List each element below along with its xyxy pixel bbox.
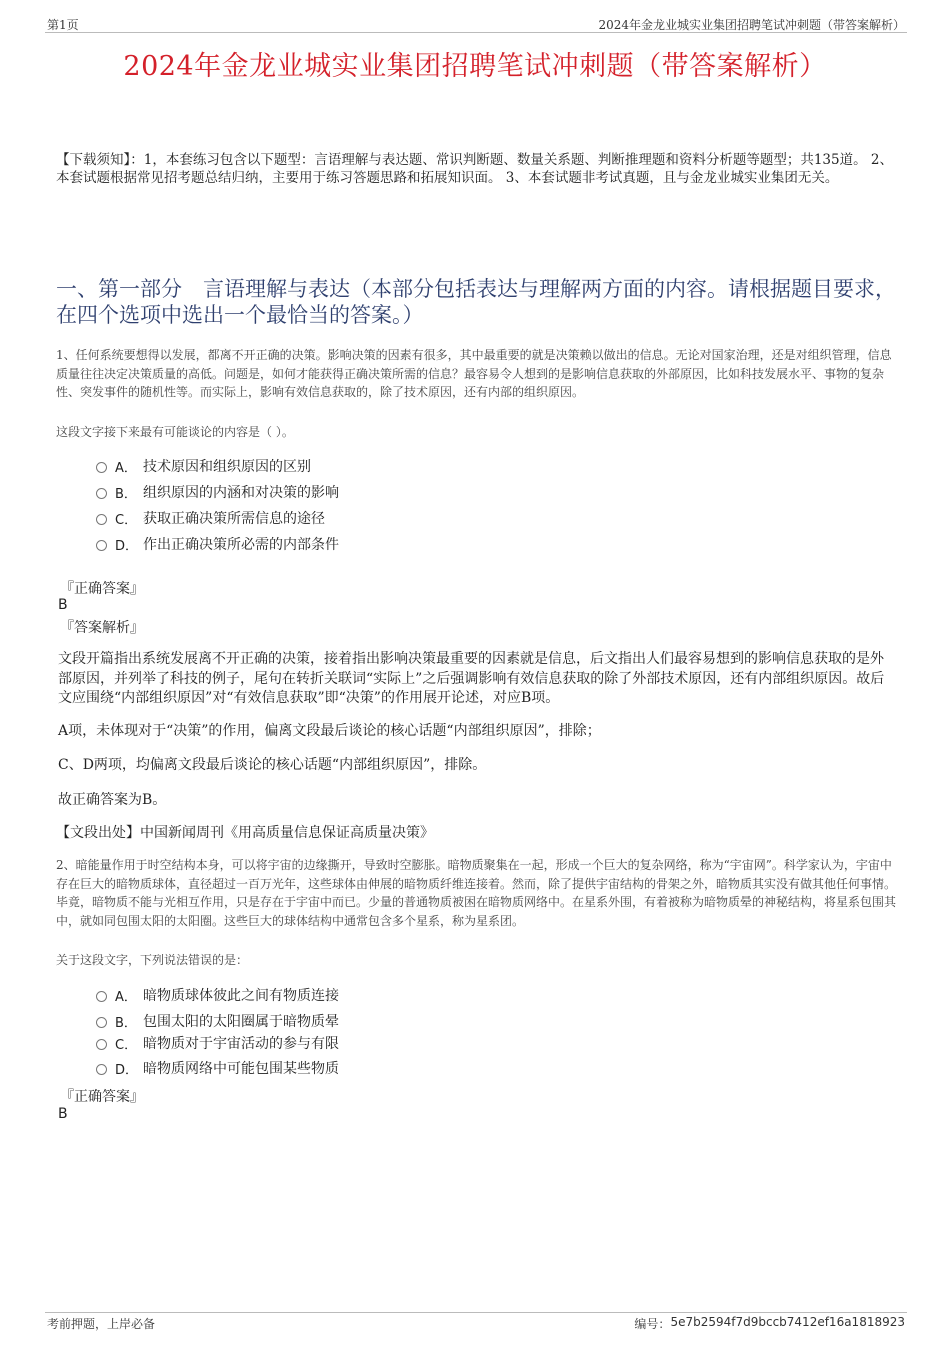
- option-text: 暗物质对于宇宙活动的参与有限: [143, 1036, 339, 1052]
- option-text: 技术原因和组织原因的区别: [143, 459, 311, 475]
- question-1-stem: 1、任何系统要想得以发展，都离不开正确的决策。影响决策的因素有很多，其中最重要的就是决策赖以做出的信息。无论对国家治理，还是对组织管理，信息质量往往决定决策质量的高低。问题是，如何才能获得正确决策所需的信息？最容易令人想到的是影响信息获取的外部原因，比如科技发展水平、事物的复杂性、突发事件的随机性等。而实际上，影响有效信息获取的，除了技术原因，还有内部的组织原因。: [56, 348, 892, 399]
- footer-slogan: 考前押题，上岸必备: [47, 1317, 156, 1331]
- download-notice: 【下载须知】：1，本套练习包含以下题型：言语理解与表达题、常识判断题、数量关系题、判断推理题和资料分析题等题型；共135道。 2、本套试题根据常见招考题总结归纳，主要用于练习答题思路和拓展知识面。 3、本套试题非考试真题，且与金龙业城实业集团无关。: [56, 152, 893, 186]
- option-letter: C．: [115, 1037, 138, 1053]
- q1-option-d[interactable]: [96, 534, 339, 554]
- q2-answer-label: 『正确答案』: [60, 1089, 144, 1105]
- header-divider: [45, 32, 907, 33]
- radio-icon[interactable]: [96, 1039, 107, 1050]
- q1-option-a-note: A项，未体现对于“决策”的作用，偏离文段最后谈论的核心话题“内部组织原因”，排除；: [58, 723, 601, 739]
- option-letter: B．: [115, 1015, 137, 1031]
- option-text: 暗物质球体彼此之间有物质连接: [143, 988, 339, 1004]
- radio-icon[interactable]: [96, 540, 107, 551]
- q1-analysis: 文段开篇指出系统发展离不开正确的决策，接着指出影响决策最重要的因素就是信息，后文指出人们最容易想到的影响信息获取的是外部原因，并列举了科技的例子，尾句在转折关联词“实际上”之后强调影响有效信息获取的除了外部技术原因，还有内部组织原因。故后文应围绕“内部组织原因”对“有效信息获取”即“决策”的作用展开论述，对应B项。: [58, 651, 885, 706]
- footer-divider: [45, 1312, 907, 1313]
- q1-option-b[interactable]: [96, 482, 339, 502]
- option-text: 暗物质网络中可能包围某些物质: [143, 1061, 339, 1077]
- q2-option-a[interactable]: [96, 985, 339, 1005]
- footer-code-value: 5e7b2594f7d9bccb7412ef16a1818923: [670, 1315, 905, 1329]
- q1-source: 【文段出处】中国新闻周刊《用高质量信息保证高质量决策》: [56, 825, 434, 841]
- q1-option-c[interactable]: [96, 508, 325, 528]
- radio-icon[interactable]: [96, 514, 107, 525]
- option-text: 作出正确决策所必需的内部条件: [143, 537, 339, 553]
- option-text: 包围太阳的太阳圈属于暗物质晕: [143, 1014, 339, 1030]
- radio-icon[interactable]: [96, 1017, 107, 1028]
- option-letter: A．: [115, 989, 137, 1005]
- page-title: 2024年金龙业城实业集团招聘笔试冲刺题（带答案解析）: [123, 51, 827, 82]
- q1-analysis-label: 『答案解析』: [60, 620, 144, 636]
- q1-answer: B: [58, 597, 68, 613]
- option-text: 组织原因的内涵和对决策的影响: [143, 485, 339, 501]
- radio-icon[interactable]: [96, 488, 107, 499]
- option-letter: C．: [115, 512, 138, 528]
- q1-conclusion: 故正确答案为B。: [58, 792, 167, 808]
- footer-code: [634, 1315, 905, 1332]
- q2-answer: B: [58, 1106, 68, 1122]
- radio-icon[interactable]: [96, 991, 107, 1002]
- question-2-prompt: 关于这段文字，下列说法错误的是：: [56, 953, 249, 967]
- q2-option-b[interactable]: [96, 1011, 339, 1031]
- q1-option-a[interactable]: [96, 456, 311, 476]
- q1-option-cd-note: C、D两项，均偏离文段最后谈论的核心话题“内部组织原因”，排除。: [58, 757, 487, 773]
- question-2-stem: 2、暗能量作用于时空结构本身，可以将宇宙的边缘撕开，导致时空膨胀。暗物质聚集在一起，形成一个巨大的复杂网络，称为“宇宙网”。科学家认为，宇宙中存在巨大的暗物质球体，直径超过一百万光年，这些球体由伸展的暗物质纤维连接着。然而，除了提供宇宙结构的骨架之外，暗物质其实没有做其他任何事情。毕竟，暗物质不能与光相互作用，只是存在于宇宙中而已。少量的普通物质被困在暗物质网络中。在星系外围，有着被称为暗物质晕的神秘结构，将星系包围其中，就如同包围太阳的太阳圈。这些巨大的球体结构中通常包含多个星系，称为星系团。: [56, 858, 897, 928]
- question-1-prompt: 这段文字接下来最有可能谈论的内容是（ ）。: [56, 425, 294, 439]
- radio-icon[interactable]: [96, 1064, 107, 1075]
- page-number: 第1页: [47, 18, 79, 32]
- footer-code-label: 编号：: [634, 1317, 671, 1331]
- option-letter: B．: [115, 486, 137, 502]
- option-text: 获取正确决策所需信息的途径: [143, 511, 325, 527]
- q2-option-c[interactable]: [96, 1033, 339, 1053]
- q2-option-d[interactable]: [96, 1058, 339, 1078]
- option-letter: D．: [115, 538, 139, 554]
- option-letter: A．: [115, 460, 137, 476]
- section-heading: 一、第一部分 言语理解与表达（本部分包括表达与理解两方面的内容。请根据题目要求，在四个选项中选出一个最恰当的答案。）: [56, 277, 896, 327]
- option-letter: D．: [115, 1062, 139, 1078]
- radio-icon[interactable]: [96, 462, 107, 473]
- running-title: 2024年金龙业城实业集团招聘笔试冲刺题（带答案解析）: [598, 18, 905, 32]
- q1-answer-label: 『正确答案』: [60, 581, 144, 597]
